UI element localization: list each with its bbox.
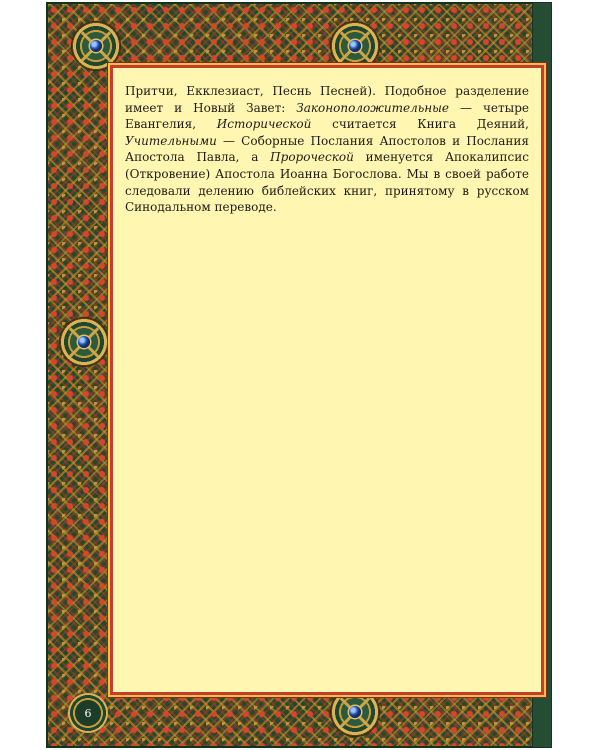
page-number: 6 <box>68 693 108 733</box>
blue-gem-icon <box>349 40 361 52</box>
italic-term: Законоположительные <box>296 100 450 115</box>
body-text <box>125 83 529 216</box>
italic-term: Учительными <box>125 133 217 148</box>
paragraph <box>125 83 529 216</box>
text-run: считается Книга Деяний, <box>311 117 529 132</box>
text-panel-frame <box>110 65 544 695</box>
italic-term: Пророческой <box>270 150 354 165</box>
text-run: — Соборные Послания Апостолов и Послания Апостола Павла, а <box>125 133 529 165</box>
medallion-left-middle <box>60 318 108 366</box>
text-run: — четыре Евангелия, <box>125 100 529 132</box>
text-panel <box>113 68 541 692</box>
medallion-top-center <box>331 22 379 70</box>
blue-gem-icon <box>90 40 102 52</box>
italic-term: Исторической <box>216 117 312 132</box>
blue-gem-icon <box>78 336 90 348</box>
medallion-bottom-center <box>331 688 379 736</box>
text-run: Притчи, Екклезиаст, Песнь Песней). Подобное разделение имеет и Новый Завет: <box>125 84 529 115</box>
blue-gem-icon <box>349 706 361 718</box>
corner-medallion-top-left <box>72 22 120 70</box>
text-run: именуется Апокалипсис (Откровение) Апостола Иоанна Богослова. Мы в своей работе следовали делению библейских книг, принятому в русском Синодальном переводе. <box>125 150 529 215</box>
